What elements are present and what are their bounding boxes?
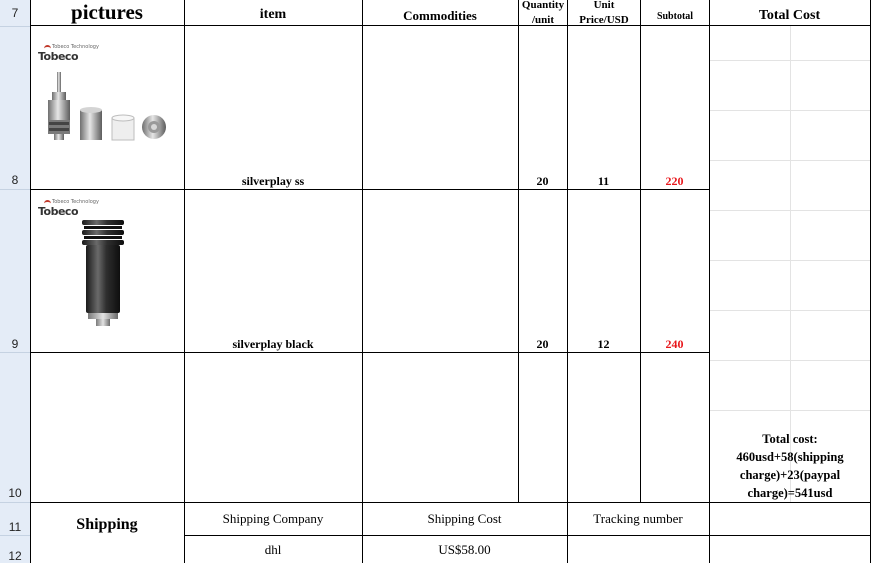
cell-border: [870, 0, 871, 563]
gridline: [710, 110, 870, 111]
row-divider: [0, 26, 30, 27]
row-number[interactable]: 8: [11, 173, 19, 187]
gridline: [710, 210, 870, 211]
cell-border: [567, 0, 568, 563]
row-number[interactable]: 9: [11, 337, 19, 351]
row-number[interactable]: 7: [11, 6, 19, 20]
row-number[interactable]: 11: [8, 520, 22, 534]
unit-price-value[interactable]: 12: [597, 337, 610, 351]
gridline: [710, 60, 870, 61]
row-divider: [0, 352, 30, 353]
header-pictures[interactable]: pictures: [71, 0, 143, 24]
header-total-cost[interactable]: Total Cost: [758, 7, 821, 23]
item-name[interactable]: silverplay black: [232, 336, 314, 351]
gridline: [710, 360, 870, 361]
header-quantity[interactable]: Quantity /unit: [521, 0, 565, 26]
cell-border: [30, 25, 870, 26]
cell-border: [184, 535, 870, 536]
cell-border: [30, 189, 709, 190]
total-cost-note[interactable]: Total cost: 460usd+58(shipping charge)+23(paypal charge)=541usd: [736, 432, 844, 500]
brand-logo: Tobeco Technology Tobeco: [38, 44, 99, 63]
header-unit-price[interactable]: Unit Price/USD: [579, 0, 629, 26]
gridline: [710, 160, 870, 161]
brand-logo: Tobeco Technology Tobeco: [38, 199, 99, 218]
quantity-value[interactable]: 20: [536, 337, 549, 351]
shipping-cost-value[interactable]: US$58.00: [438, 542, 491, 557]
black-atomizer-image: [76, 218, 130, 328]
row-divider: [0, 189, 30, 190]
shipping-company-header[interactable]: Shipping Company: [222, 511, 324, 526]
cell-border: [709, 0, 710, 563]
cell-border: [362, 0, 363, 563]
rebuildable-tank-parts-image: [42, 72, 170, 144]
shipping-company-value[interactable]: dhl: [264, 542, 282, 557]
row-number[interactable]: 12: [8, 549, 22, 563]
shipping-cost-header[interactable]: Shipping Cost: [427, 511, 502, 526]
row-header-column: [0, 0, 31, 563]
cell-border: [184, 0, 185, 563]
row-number[interactable]: 10: [8, 486, 22, 500]
unit-price-value[interactable]: 11: [597, 174, 610, 188]
row-divider: [0, 535, 30, 536]
cell-border: [518, 0, 519, 503]
header-subtotal[interactable]: Subtotal: [656, 11, 694, 22]
header-commodities[interactable]: Commodities: [403, 7, 477, 23]
cell-border: [30, 352, 709, 353]
header-item[interactable]: item: [259, 6, 287, 22]
subtotal-value[interactable]: 220: [665, 174, 684, 188]
shipping-label[interactable]: Shipping: [76, 515, 138, 533]
item-name[interactable]: silverplay ss: [241, 173, 305, 188]
gridline: [710, 260, 870, 261]
cell-border: [30, 0, 31, 563]
gridline: [710, 410, 870, 411]
subtotal-value[interactable]: 240: [665, 337, 684, 351]
row-divider: [0, 502, 30, 503]
tracking-number-header[interactable]: Tracking number: [593, 511, 683, 526]
quantity-value[interactable]: 20: [536, 174, 549, 188]
gridline: [710, 310, 870, 311]
cell-border: [640, 0, 641, 503]
tracking-number-value[interactable]: [567, 537, 709, 563]
